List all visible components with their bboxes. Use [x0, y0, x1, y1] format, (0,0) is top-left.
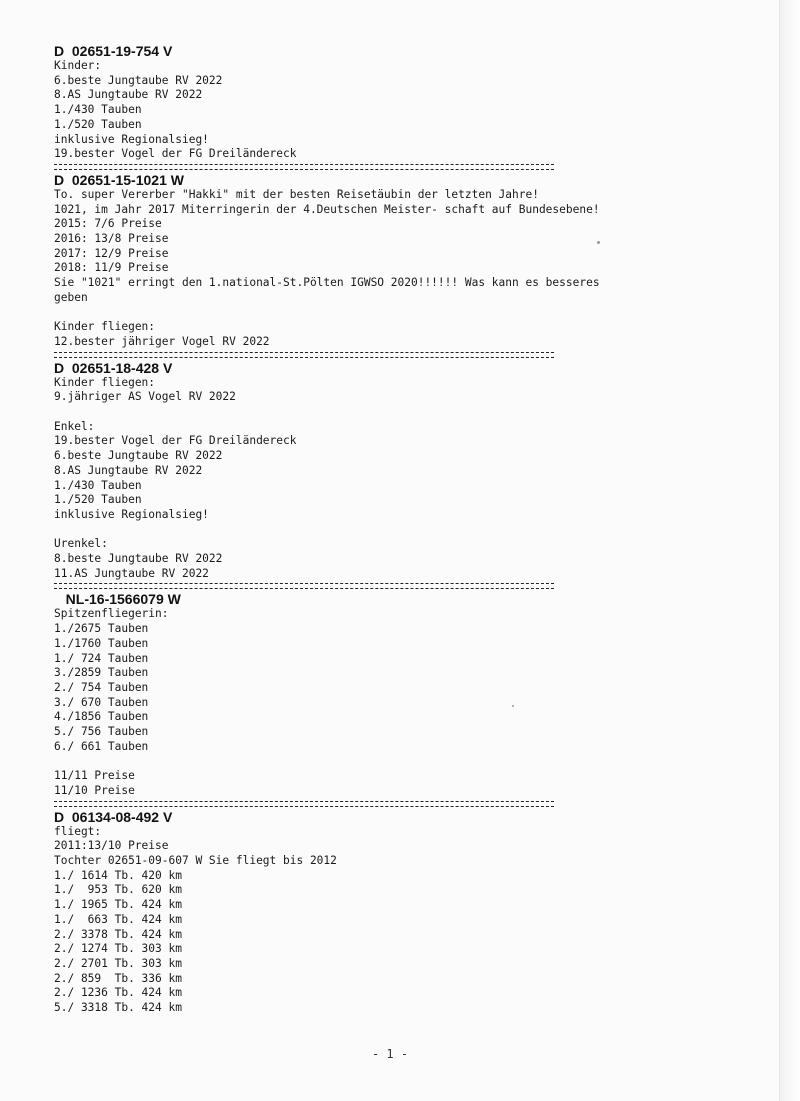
text-line: fliegt:	[54, 824, 102, 838]
text-line: 19.bester Vogel der FG Dreiländereck	[54, 147, 297, 161]
text-line: Tochter 02651-09-607 W Sie fliegt bis 2012	[54, 853, 337, 867]
text-line: 12.bester jähriger Vogel RV 2022	[54, 334, 270, 348]
pigeon-entry	[54, 171, 600, 350]
text-line: 1./1760 Tauben	[54, 636, 149, 650]
scan-speck	[597, 241, 600, 244]
text-line: 1./2675 Tauben	[54, 622, 149, 636]
text-line: 2./ 1236 Tb. 424 km	[54, 986, 182, 1000]
pigeon-entry	[54, 44, 574, 162]
text-line: 11.AS Jungtaube RV 2022	[54, 566, 209, 580]
text-line: Enkel:	[54, 419, 95, 433]
text-line: 4./1856 Tauben	[54, 710, 149, 724]
text-line: 1021, im Jahr 2017 Miterringerin der 4.Deutschen Meister- schaft auf Bundesebene!	[54, 202, 600, 216]
text-line: Urenkel:	[54, 537, 108, 551]
text-line: Kinder fliegen:	[54, 375, 156, 389]
text-line: 6./ 661 Tauben	[54, 739, 149, 753]
separator-line	[54, 583, 554, 589]
ring-number-heading: D 02651-19-754 V	[54, 43, 173, 59]
ring-number-heading: D 02651-15-1021 W	[54, 171, 184, 188]
pigeon-entry	[54, 361, 574, 582]
page-number: - 1 -	[371, 1047, 409, 1061]
text-line: 6.beste Jungtaube RV 2022	[54, 449, 223, 463]
text-line: 3./ 670 Tauben	[54, 695, 149, 709]
text-line: Spitzenfliegerin:	[54, 607, 169, 621]
pigeon-entry	[54, 592, 574, 798]
text-line: 2./ 1274 Tb. 303 km	[54, 942, 182, 956]
ring-number-heading: D 02651-18-428 V	[54, 359, 173, 376]
text-line: 9.jähriger AS Vogel RV 2022	[54, 390, 236, 404]
text-line: 1./ 1965 Tb. 424 km	[54, 898, 182, 912]
text-line: Kinder fliegen:	[54, 320, 156, 334]
text-line: 8.beste Jungtaube RV 2022	[54, 552, 223, 566]
text-line: 1./ 953 Tb. 620 km	[54, 883, 182, 897]
text-line: 5./ 756 Tauben	[54, 725, 149, 739]
text-line: 2./ 2701 Tb. 303 km	[54, 956, 182, 970]
ring-number-heading: D 06134-08-492 V	[54, 808, 173, 825]
text-line: 2017: 12/9 Preise	[54, 246, 169, 260]
text-line: 1./ 724 Tauben	[54, 651, 149, 665]
text-line: 2015: 7/6 Preise	[54, 217, 162, 231]
text-line: 19.bester Vogel der FG Dreiländereck	[54, 434, 297, 448]
text-line: Sie "1021" erringt den 1.national-St.Pölten IGWSO 2020!!!!!! Was kann es besseres	[54, 276, 600, 290]
text-line: 2./ 3378 Tb. 424 km	[54, 927, 182, 941]
text-line: 2./ 754 Tauben	[54, 680, 149, 694]
text-line: 1./ 1614 Tb. 420 km	[54, 868, 182, 882]
blank-line	[54, 405, 574, 420]
text-line: inklusive Regionalsieg!	[54, 507, 209, 521]
text-line: geben	[54, 290, 88, 304]
blank-line	[54, 306, 574, 321]
text-line: 2016: 13/8 Preise	[54, 232, 169, 246]
pedigree-list	[54, 43, 600, 1016]
text-line: 1./ 663 Tb. 424 km	[54, 912, 182, 926]
separator-line	[54, 801, 554, 807]
pigeon-entry	[54, 810, 574, 1016]
text-line: 1./430 Tauben	[54, 103, 142, 117]
blank-line	[54, 523, 574, 538]
text-line: 8.AS Jungtaube RV 2022	[54, 88, 203, 102]
text-line: 2018: 11/9 Preise	[54, 261, 169, 275]
text-line: 11/10 Preise	[54, 783, 135, 797]
text-line: 2./ 859 Tb. 336 km	[54, 971, 182, 985]
ring-number-heading: NL-16-1566079 W	[54, 591, 181, 608]
text-line: 6.beste Jungtaube RV 2022	[54, 73, 223, 87]
separator-line	[54, 352, 554, 358]
text-line: 3./2859 Tauben	[54, 666, 149, 680]
text-line: 2011:13/10 Preise	[54, 839, 169, 853]
page-edge	[779, 0, 800, 1101]
text-line: 1./520 Tauben	[54, 493, 142, 507]
text-line: 8.AS Jungtaube RV 2022	[54, 463, 203, 477]
text-line: To. super Vererber "Hakki" mit der besten Reisetäubin der letzten Jahre!	[54, 187, 539, 201]
text-line: inklusive Regionalsieg!	[54, 132, 209, 146]
text-line: 5./ 3318 Tb. 424 km	[54, 1001, 182, 1015]
text-line: Kinder:	[54, 59, 102, 72]
text-line: 11/11 Preise	[54, 769, 135, 783]
text-line: 1./430 Tauben	[54, 478, 142, 492]
text-line: 1./520 Tauben	[54, 117, 142, 131]
separator-line	[54, 164, 554, 170]
blank-line	[54, 754, 574, 769]
